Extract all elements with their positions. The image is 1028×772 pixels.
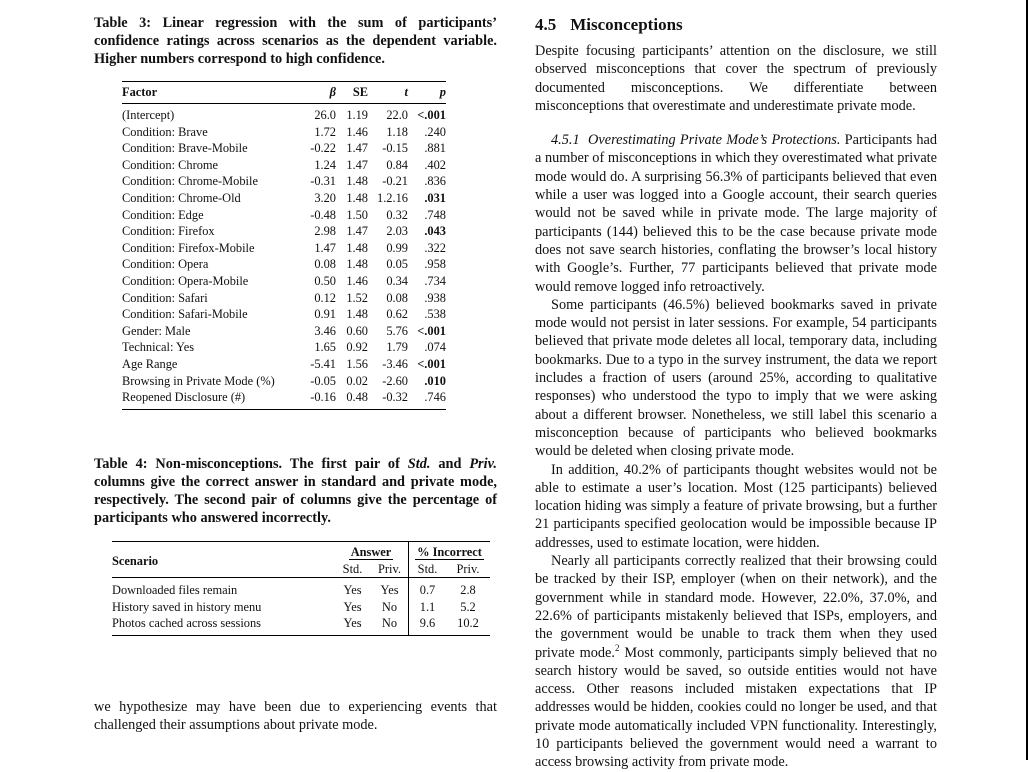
table3-cell-factor: Technical: Yes bbox=[122, 340, 195, 355]
table3-cell-beta: -0.31 bbox=[310, 174, 336, 189]
col-scenario: Scenario bbox=[112, 553, 159, 568]
table3-row bbox=[122, 124, 446, 141]
table3-cell-factor: Condition: Firefox-Mobile bbox=[122, 240, 255, 255]
table3-cell-t: -2.60 bbox=[382, 373, 408, 388]
col-t: t bbox=[404, 85, 408, 100]
table3-row bbox=[122, 190, 446, 207]
table4-cell-inc-std: 1.1 bbox=[419, 599, 436, 614]
table3-cell-se: 1.52 bbox=[346, 290, 368, 305]
col-beta: β bbox=[329, 85, 336, 100]
table4-row bbox=[112, 578, 490, 599]
table3-cell-beta: -0.48 bbox=[310, 207, 336, 222]
table3-header-row bbox=[122, 82, 446, 104]
table3-cell-factor: Condition: Safari bbox=[122, 290, 208, 305]
table4-cell-inc-std: 0.7 bbox=[419, 583, 436, 598]
table3-cell-p: <.001 bbox=[417, 356, 446, 371]
table3-cell-se: 1.48 bbox=[346, 307, 368, 322]
subsection-heading: 4.5.1 Overestimating Private Mode’s Protections. bbox=[551, 132, 841, 149]
left-body-text: we hypothesize may have been due to experiencing events that challenged their assumptions about private mode. bbox=[94, 699, 497, 734]
table3-cell-factor: Condition: Brave bbox=[122, 124, 208, 139]
table3-cell-t: -3.46 bbox=[382, 356, 408, 371]
table3-row bbox=[122, 339, 446, 356]
table3-cell-beta: 1.47 bbox=[314, 240, 336, 255]
table3-cell-t: 0.32 bbox=[386, 207, 408, 222]
table4-cell-ans-priv: No bbox=[371, 599, 409, 616]
table4-cell-inc-std: 9.6 bbox=[409, 615, 447, 635]
table3-cell-beta: 1.72 bbox=[314, 124, 336, 139]
table4-cell-ans-priv: No bbox=[371, 615, 409, 635]
table3-cell-p: .031 bbox=[424, 190, 446, 205]
table3-cell-se: 1.46 bbox=[346, 124, 368, 139]
table3-cell-p: .538 bbox=[424, 307, 446, 322]
table3-cell-t: 0.08 bbox=[386, 290, 408, 305]
table3-cell-beta: -5.41 bbox=[310, 356, 336, 371]
para-tracking: Nearly all participants correctly realized that their browsing could be tracked by their ISP, employer (when on their network), and the government while in standard mode. However, 22.0%, 37.0%, and 22.6% of participants mistakenly believed that ISPs, employers, and the government would be unable to track them when they used private mode.$^2$ Most commonly, participants simply believed that no search history would be saved, so outside entities would not have access. Other reasons included mistaken expectations that IP addresses would be hidden, cookies could no longer be used, and that private mode automatically included VPN functionality. Interestingly, 10 participants believed the government would need a warrant to access browsing activity from private mode. bbox=[535, 553, 937, 771]
right-column bbox=[535, 14, 937, 772]
group-incorrect: % Incorrect bbox=[417, 545, 482, 559]
table3-row bbox=[122, 223, 446, 240]
table3-cell-p: .074 bbox=[424, 340, 446, 355]
table3-cell-beta: 0.91 bbox=[314, 307, 336, 322]
table3-row bbox=[122, 273, 446, 290]
subsection-para-1: 4.5.1 Overestimating Private Mode’s Protections. Participants had a number of misconceptions in which they overestimated what private mode would do. A surprising 56.3% of participants believed that even while a user was logged into a Google account, their search queries would not be saved while in private mode. The large majority of participants (144) believed this to be the case because private mode does not save search histories, conflating the browser’s local history with Google’s. Further, 77 participants believed that private mode would remove logged info retroactively. bbox=[535, 132, 938, 295]
table4-cell-scenario: Photos cached across sessions bbox=[112, 615, 334, 635]
para-location: In addition, 40.2% of participants thought websites would not be able to estimate a user’s location. Most (125 participants) believed location hiding was simply a feature of private browsing, but a further 21 participants specified geolocation would be impossible because IP addresses, used to estimate location, were hidden. bbox=[535, 461, 937, 551]
col-factor: Factor bbox=[122, 85, 158, 100]
table4-cell-scenario: Downloaded files remain bbox=[112, 583, 238, 598]
table3-cell-p: .748 bbox=[424, 207, 446, 222]
table3-cell-t: -0.21 bbox=[382, 174, 408, 189]
section-heading: 4.5 Misconceptions bbox=[535, 15, 683, 34]
table3-row bbox=[122, 290, 446, 307]
table3-cell-se: 0.92 bbox=[346, 340, 368, 355]
table3-row bbox=[122, 140, 446, 157]
table3-row bbox=[122, 306, 446, 323]
table4-row bbox=[112, 615, 490, 635]
table3-cell-t: -0.32 bbox=[382, 390, 408, 405]
table3-cell-p: .322 bbox=[424, 240, 446, 255]
table3-cell-t: 0.99 bbox=[386, 240, 408, 255]
table3-cell-p: .240 bbox=[424, 124, 446, 139]
table3-cell-se: 1.50 bbox=[346, 207, 368, 222]
table3-cell-beta: 0.08 bbox=[314, 257, 336, 272]
table3-regression bbox=[122, 81, 446, 410]
table3-cell-se: 1.47 bbox=[346, 157, 368, 172]
table3-cell-t: 0.84 bbox=[386, 157, 408, 172]
table3-cell-factor: Condition: Edge bbox=[122, 207, 204, 222]
table3-cell-t: 1.2.16 bbox=[377, 190, 408, 205]
footnote-marker: 2 bbox=[614, 642, 620, 653]
table3-row bbox=[122, 207, 446, 224]
table3-cell-factor: (Intercept) bbox=[122, 108, 175, 122]
table4-cell-ans-std: Yes bbox=[343, 599, 362, 614]
table3-cell-se: 1.47 bbox=[346, 224, 368, 239]
table4-cell-ans-priv: Yes bbox=[371, 578, 409, 599]
table3-cell-factor: Age Range bbox=[122, 356, 178, 371]
table3-cell-se: 1.48 bbox=[346, 174, 368, 189]
table3-row bbox=[122, 356, 446, 373]
table3-cell-t: 1.18 bbox=[386, 124, 408, 139]
table3-cell-factor: Condition: Opera bbox=[122, 257, 209, 272]
table3-cell-se: 1.56 bbox=[346, 356, 368, 371]
table3-cell-se: 1.48 bbox=[346, 240, 368, 255]
table3-row bbox=[122, 157, 446, 174]
table3-cell-se: 0.48 bbox=[346, 390, 368, 405]
table3-cell-se: 0.02 bbox=[346, 373, 368, 388]
table3-cell-se: 1.19 bbox=[346, 108, 368, 122]
table3-row bbox=[122, 389, 446, 409]
table3-cell-beta: 2.98 bbox=[314, 224, 336, 239]
table3-cell-t: 2.03 bbox=[386, 224, 408, 239]
table3-cell-beta: -0.16 bbox=[310, 390, 336, 405]
table3-row bbox=[122, 240, 446, 257]
table3-cell-factor: Gender: Male bbox=[122, 323, 191, 338]
table3-cell-factor: Condition: Chrome bbox=[122, 157, 219, 172]
table4-cell-inc-priv: 5.2 bbox=[460, 599, 476, 614]
table3-cell-t: 0.62 bbox=[386, 307, 408, 322]
table3-cell-t: 0.34 bbox=[386, 273, 408, 288]
table3-cell-beta: 0.50 bbox=[314, 273, 336, 288]
table3-cell-beta: -0.05 bbox=[310, 373, 336, 388]
table4-cell-ans-std: Yes bbox=[343, 583, 362, 598]
table3-cell-p: .734 bbox=[424, 273, 446, 288]
col-incorrect-priv: Priv. bbox=[456, 561, 480, 576]
table3-cell-beta: 3.46 bbox=[314, 323, 336, 338]
table3-cell-se: 1.48 bbox=[346, 257, 368, 272]
table4-cell-ans-std: Yes bbox=[334, 615, 371, 635]
col-se: SE bbox=[352, 85, 368, 100]
table3-cell-t: 1.79 bbox=[386, 340, 408, 355]
table4-cell-inc-priv: 10.2 bbox=[446, 615, 490, 635]
table4-cell-inc-priv: 2.8 bbox=[460, 583, 476, 598]
table3-cell-p: .402 bbox=[424, 157, 446, 172]
table3-cell-p: .010 bbox=[424, 373, 446, 388]
table3-cell-p: .746 bbox=[424, 390, 446, 405]
table3-cell-p: .938 bbox=[424, 290, 446, 305]
table3-cell-t: 22.0 bbox=[386, 108, 408, 122]
table3-cell-factor: Condition: Opera-Mobile bbox=[122, 273, 249, 288]
table3-cell-factor: Browsing in Private Mode (%) bbox=[122, 373, 275, 388]
table3-cell-p: .881 bbox=[424, 141, 446, 156]
table3-cell-t: 5.76 bbox=[386, 323, 408, 338]
table3-cell-p: .958 bbox=[424, 257, 446, 272]
table3-row bbox=[122, 104, 446, 124]
table3-caption: Table 3: Linear regression with the sum of participants’ confidence ratings across scenarios as the dependent variable. Higher numbers correspond to high confidence. bbox=[94, 15, 497, 67]
table3-cell-factor: Condition: Chrome-Mobile bbox=[122, 174, 258, 189]
table3-cell-beta: 26.0 bbox=[314, 108, 336, 122]
table3-cell-factor: Condition: Firefox bbox=[122, 224, 215, 239]
table3-cell-t: 0.05 bbox=[386, 257, 408, 272]
table3-cell-factor: Condition: Safari-Mobile bbox=[122, 307, 248, 322]
left-column bbox=[94, 14, 497, 734]
table3-row bbox=[122, 323, 446, 340]
table3-cell-factor: Reopened Disclosure (#) bbox=[122, 390, 246, 405]
table3-cell-se: 1.48 bbox=[346, 190, 368, 205]
table3-cell-p: .836 bbox=[424, 174, 446, 189]
table3-cell-beta: 1.24 bbox=[314, 157, 336, 172]
table3-cell-p: .043 bbox=[424, 224, 446, 239]
col-answer-priv: Priv. bbox=[371, 561, 409, 578]
table3-cell-p: <.001 bbox=[417, 108, 446, 122]
table3-cell-t: -0.15 bbox=[382, 141, 408, 156]
col-incorrect-std: Std. bbox=[417, 561, 438, 576]
table3-row bbox=[122, 373, 446, 390]
col-p: p bbox=[439, 85, 446, 100]
table3-cell-se: 0.60 bbox=[346, 323, 368, 338]
table3-cell-factor: Condition: Chrome-Old bbox=[122, 190, 241, 205]
table3-cell-beta: -0.22 bbox=[310, 141, 336, 156]
table4-row bbox=[112, 599, 490, 616]
table3-cell-p: <.001 bbox=[417, 323, 446, 338]
table3-row bbox=[122, 173, 446, 190]
table3-cell-se: 1.46 bbox=[346, 273, 368, 288]
group-answer: Answer bbox=[334, 542, 409, 561]
table4-non-misconceptions bbox=[112, 541, 490, 636]
para-bookmarks: Some participants (46.5%) believed bookmarks saved in private mode would not persist in later sessions. For example, 54 participants believed that private mode deletes all local, temporary data, including bookmarks. Due to a typo in the survey instrument, the data we report includes a fraction of users (around 25%, according to qualitative responses) who understood the typo to imply that we were asking about a different browser. Nonetheless, we still label this scenario a misconception because of participants who believed bookmarks would be deleted when closing private mode. bbox=[535, 296, 937, 460]
table3-cell-beta: 0.12 bbox=[314, 290, 336, 305]
table3-cell-se: 1.47 bbox=[346, 141, 368, 156]
table3-cell-beta: 1.65 bbox=[314, 340, 336, 355]
table3-cell-beta: 3.20 bbox=[314, 190, 336, 205]
col-answer-std: Std. bbox=[342, 561, 363, 576]
table3-cell-factor: Condition: Brave-Mobile bbox=[122, 141, 248, 156]
table4-cell-scenario: History saved in history menu bbox=[112, 599, 262, 614]
table3-row bbox=[122, 256, 446, 273]
section-intro: Despite focusing participants’ attention on the disclosure, we still observed misconceptions that cover the spectrum of previously documented misconceptions. We differentiate between misconceptions that overestimate and underestimate private mode. bbox=[535, 43, 937, 114]
table4-header-row bbox=[112, 561, 490, 578]
table4-caption: Table 4: Non-misconceptions. The first pair of Std. and Priv. columns give the correct answer in standard and private mode, respectively. The second pair of columns give the percentage of participants who answered incorrectly. bbox=[94, 456, 497, 526]
